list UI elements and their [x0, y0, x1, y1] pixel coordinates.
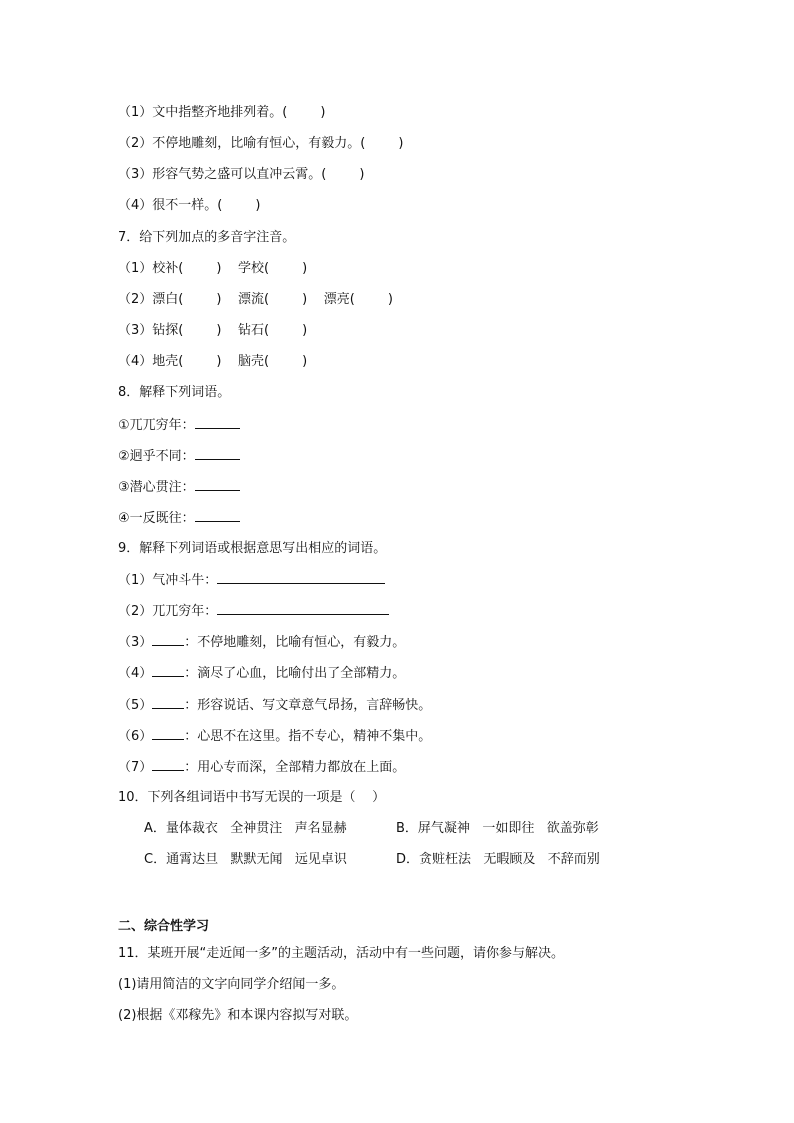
q9-item-num: （3）	[118, 635, 153, 650]
q9-item-text: ：滴尽了心血，比喻付出了全部精力。	[184, 666, 406, 681]
q7-stem: 7．给下列加点的多音字注音。	[118, 230, 296, 245]
q8-item-1	[118, 416, 240, 435]
q8-item-label: ④一反既往：	[118, 511, 195, 526]
q9-item-label: （2）兀兀穷年：	[118, 604, 218, 619]
q9-item-num: （5）	[118, 698, 153, 713]
q9-item-2	[118, 602, 389, 621]
q10-option-b[interactable]: B．屏气凝神 一如即往 欲盖弥彰	[396, 821, 599, 836]
q9-item-text: ：心思不在这里。指不专心，精神不集中。	[184, 729, 432, 744]
q9-item-4	[118, 664, 405, 683]
q6-item-3: （3）形容气势之盛可以直冲云霄。( )	[118, 167, 365, 182]
q6-item-4: （4）很不一样。( )	[118, 198, 261, 213]
answer-blank[interactable]	[195, 478, 240, 491]
q9-item-1	[118, 571, 385, 590]
q9-item-6	[118, 727, 431, 746]
q6-item-2: （2）不停地雕刻，比喻有恒心，有毅力。( )	[118, 136, 404, 151]
q9-item-num: （6）	[118, 729, 153, 744]
q10-stem: 10．下列各组词语中书写无误的一项是（ ）	[118, 790, 386, 805]
q7-row-2: （2）漂白( ) 漂流( ) 漂亮( )	[118, 292, 393, 307]
q7-row-4: （4）地壳( ) 脑壳( )	[118, 354, 308, 369]
q9-item-text: ：形容说话、写文章意气昂扬，言辞畅快。	[184, 698, 432, 713]
answer-blank[interactable]	[217, 571, 385, 584]
q9-item-label: （1）气冲斗牛：	[118, 573, 218, 588]
answer-blank[interactable]	[195, 509, 240, 522]
q9-item-5	[118, 696, 431, 715]
q10-option-a[interactable]: A．量体裁衣 全神贯注 声名显赫	[144, 821, 347, 836]
q11-sub-1: (1)请用简洁的文字向同学介绍闻一多。	[118, 977, 345, 992]
q9-item-7	[118, 758, 405, 777]
q10-option-c[interactable]: C．通霄达旦 默默无闻 远见卓识	[144, 852, 347, 867]
q10-option-d[interactable]: D．贪赃枉法 无暇顾及 不辞而别	[396, 852, 600, 867]
q8-item-label: ①兀兀穷年：	[118, 418, 195, 433]
answer-blank[interactable]	[152, 727, 184, 740]
q7-row-1: （1）校补( ) 学校( )	[118, 261, 308, 276]
q9-item-text: ：不停地雕刻，比喻有恒心，有毅力。	[184, 635, 406, 650]
section-title: 二、综合性学习	[118, 919, 210, 934]
answer-blank[interactable]	[195, 416, 240, 429]
q8-item-label: ②迥乎不同：	[118, 449, 195, 464]
q7-row-3: （3）钻探( ) 钻石( )	[118, 323, 308, 338]
q9-item-num: （4）	[118, 666, 153, 681]
answer-blank[interactable]	[152, 633, 184, 646]
q8-item-3	[118, 478, 240, 497]
q9-item-3	[118, 633, 405, 652]
q11-stem: 11．某班开展“走近闻一多”的主题活动，活动中有一些问题，请你参与解决。	[118, 946, 565, 961]
q8-stem: 8．解释下列词语。	[118, 385, 231, 400]
q9-stem: 9．解释下列词语或根据意思写出相应的词语。	[118, 541, 387, 556]
answer-blank[interactable]	[217, 602, 389, 615]
q11-sub-2: (2)根据《邓稼先》和本课内容拟写对联。	[118, 1008, 358, 1023]
q8-item-label: ③潜心贯注：	[118, 480, 195, 495]
q9-item-text: ：用心专而深，全部精力都放在上面。	[184, 760, 406, 775]
q6-item-1: （1）文中指整齐地排列着。( )	[118, 105, 326, 120]
answer-blank[interactable]	[195, 447, 240, 460]
q8-item-4	[118, 509, 240, 528]
q8-item-2	[118, 447, 240, 466]
q9-item-num: （7）	[118, 760, 153, 775]
answer-blank[interactable]	[152, 664, 184, 677]
answer-blank[interactable]	[152, 758, 184, 771]
answer-blank[interactable]	[152, 696, 184, 709]
